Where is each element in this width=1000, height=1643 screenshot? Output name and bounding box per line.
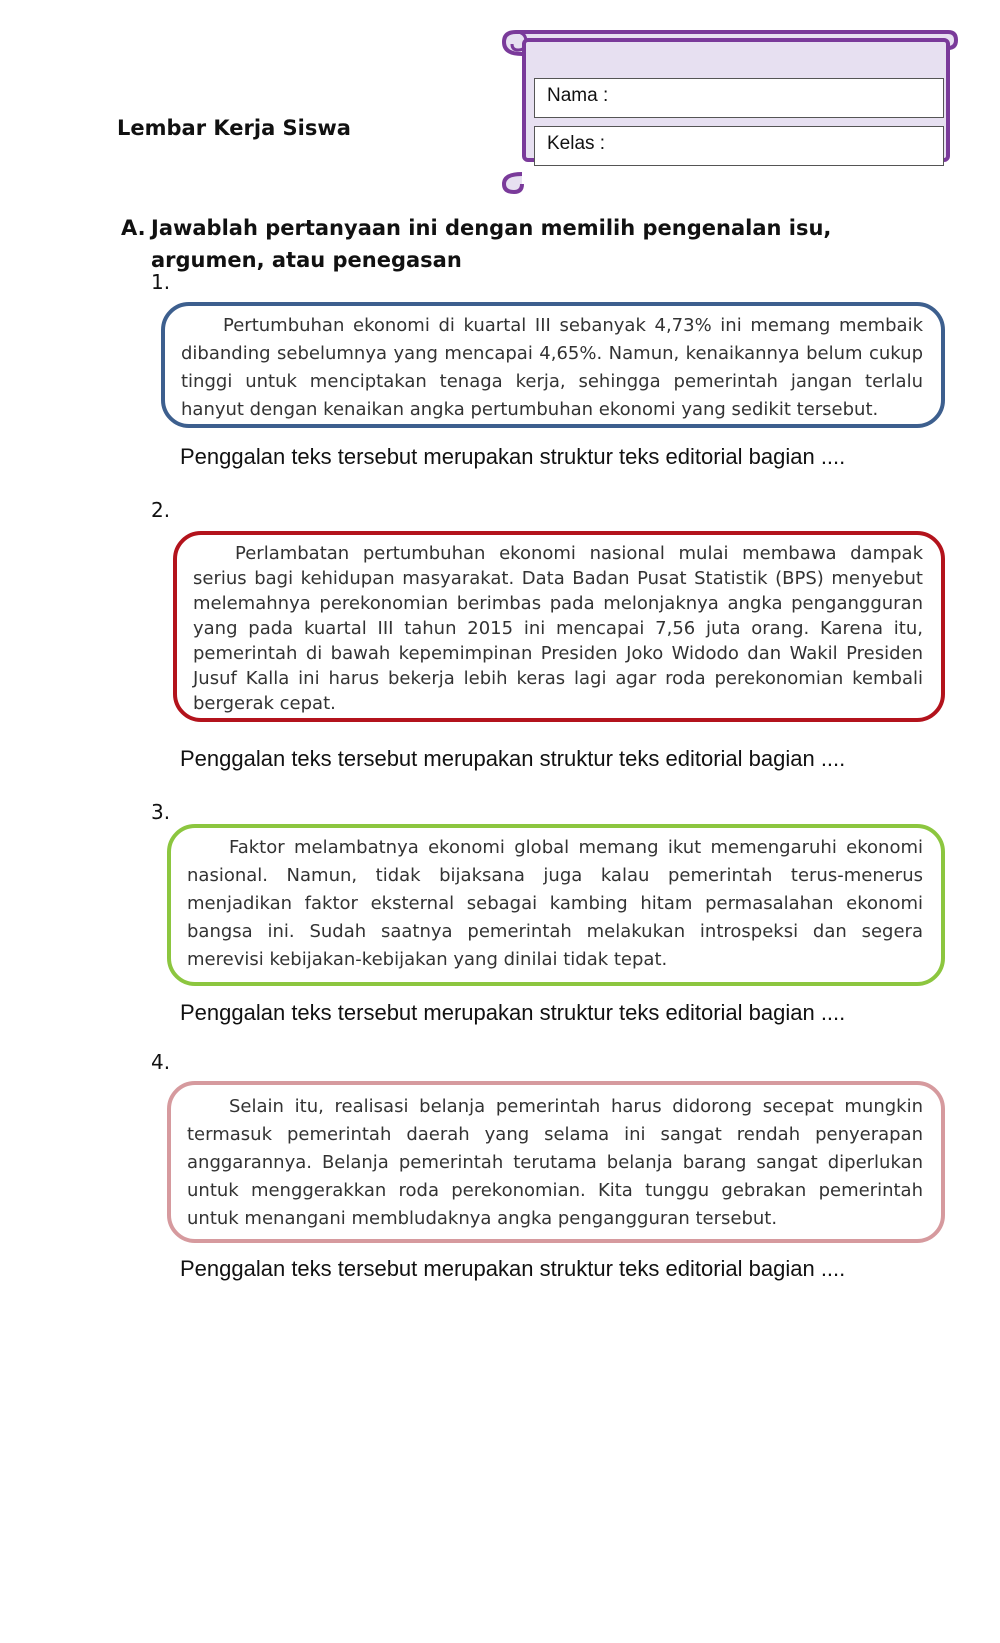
excerpt-box-1	[161, 302, 945, 428]
class-field[interactable]: Kelas :	[534, 126, 944, 166]
question-prompt-2: Penggalan teks tersebut merupakan struktur teks editorial bagian ....	[180, 746, 846, 771]
excerpt-box-3	[167, 824, 945, 986]
instruction-line-2: argumen, atau penegasan	[151, 248, 462, 272]
name-field[interactable]: Nama :	[534, 78, 944, 118]
excerpt-text-2: Perlambatan pertumbuhan ekonomi nasional mulai membawa dampak serius bagi kehidupan masyarakat. Data Badan Pusat Statistik (BPS) menyebut melemahnya perekonomian berimbas pada melonjaknya angka pengangguran yang pada kuartal III tahun 2015 ini mencapai 7,56 juta orang. Karena itu, pemerintah di bawah kepemimpinan Presiden Joko Widodo dan Wakil Presiden Jusuf Kalla ini harus bekerja lebih keras lagi agar roda perekonomian kembali bergerak cepat.	[193, 543, 923, 714]
instruction-heading	[121, 212, 841, 276]
question-number-2: 2.	[151, 498, 171, 522]
excerpt-text-1: Pertumbuhan ekonomi di kuartal III sebanyak 4,73% ini memang membaik dibanding sebelumnya yang mencapai 4,65%. Namun, kenaikannya belum cukup tinggi untuk menciptakan tenaga kerja, sehingga pemerintah jangan terlalu hanyut dengan kenaikan angka pertumbuhan ekonomi yang sedikit tersebut.	[181, 315, 923, 420]
instruction-line-1: Jawablah pertanyaan ini dengan memilih pengenalan isu,	[151, 216, 832, 240]
instruction-letter: A.	[121, 216, 146, 240]
question-number-1: 1.	[151, 270, 171, 294]
excerpt-text-4: Selain itu, realisasi belanja pemerintah harus didorong secepat mungkin termasuk pemerintah daerah yang selama ini sangat rendah penyerapan anggarannya. Belanja pemerintah terutama belanja barang sangat diperlukan untuk menggerakkan roda perekonomian. Kita tunggu gebrakan pemerintah untuk menangani membludaknya angka pengangguran tersebut.	[187, 1096, 923, 1229]
question-prompt-1: Penggalan teks tersebut merupakan struktur teks editorial bagian ....	[180, 444, 846, 469]
question-number-3: 3.	[151, 800, 171, 824]
excerpt-box-2	[173, 531, 945, 722]
identity-panel	[522, 38, 950, 162]
question-prompt-3: Penggalan teks tersebut merupakan struktur teks editorial bagian ....	[180, 1000, 846, 1025]
excerpt-text-3: Faktor melambatnya ekonomi global memang ikut memengaruhi ekonomi nasional. Namun, tidak bijaksana juga kalau pemerintah terus-menerus menjadikan faktor eksternal sebagai kambing hitam permasalahan ekonomi bangsa ini. Sudah saatnya pemerintah melakukan introspeksi dan segera merevisi kebijakan-kebijakan yang dinilai tidak tepat.	[187, 837, 923, 970]
question-number-4: 4.	[151, 1050, 171, 1074]
worksheet-title: Lembar Kerja Siswa	[117, 116, 351, 140]
identity-scroll-banner	[522, 24, 954, 164]
question-prompt-4: Penggalan teks tersebut merupakan struktur teks editorial bagian ....	[180, 1256, 846, 1281]
excerpt-box-4	[167, 1081, 945, 1243]
